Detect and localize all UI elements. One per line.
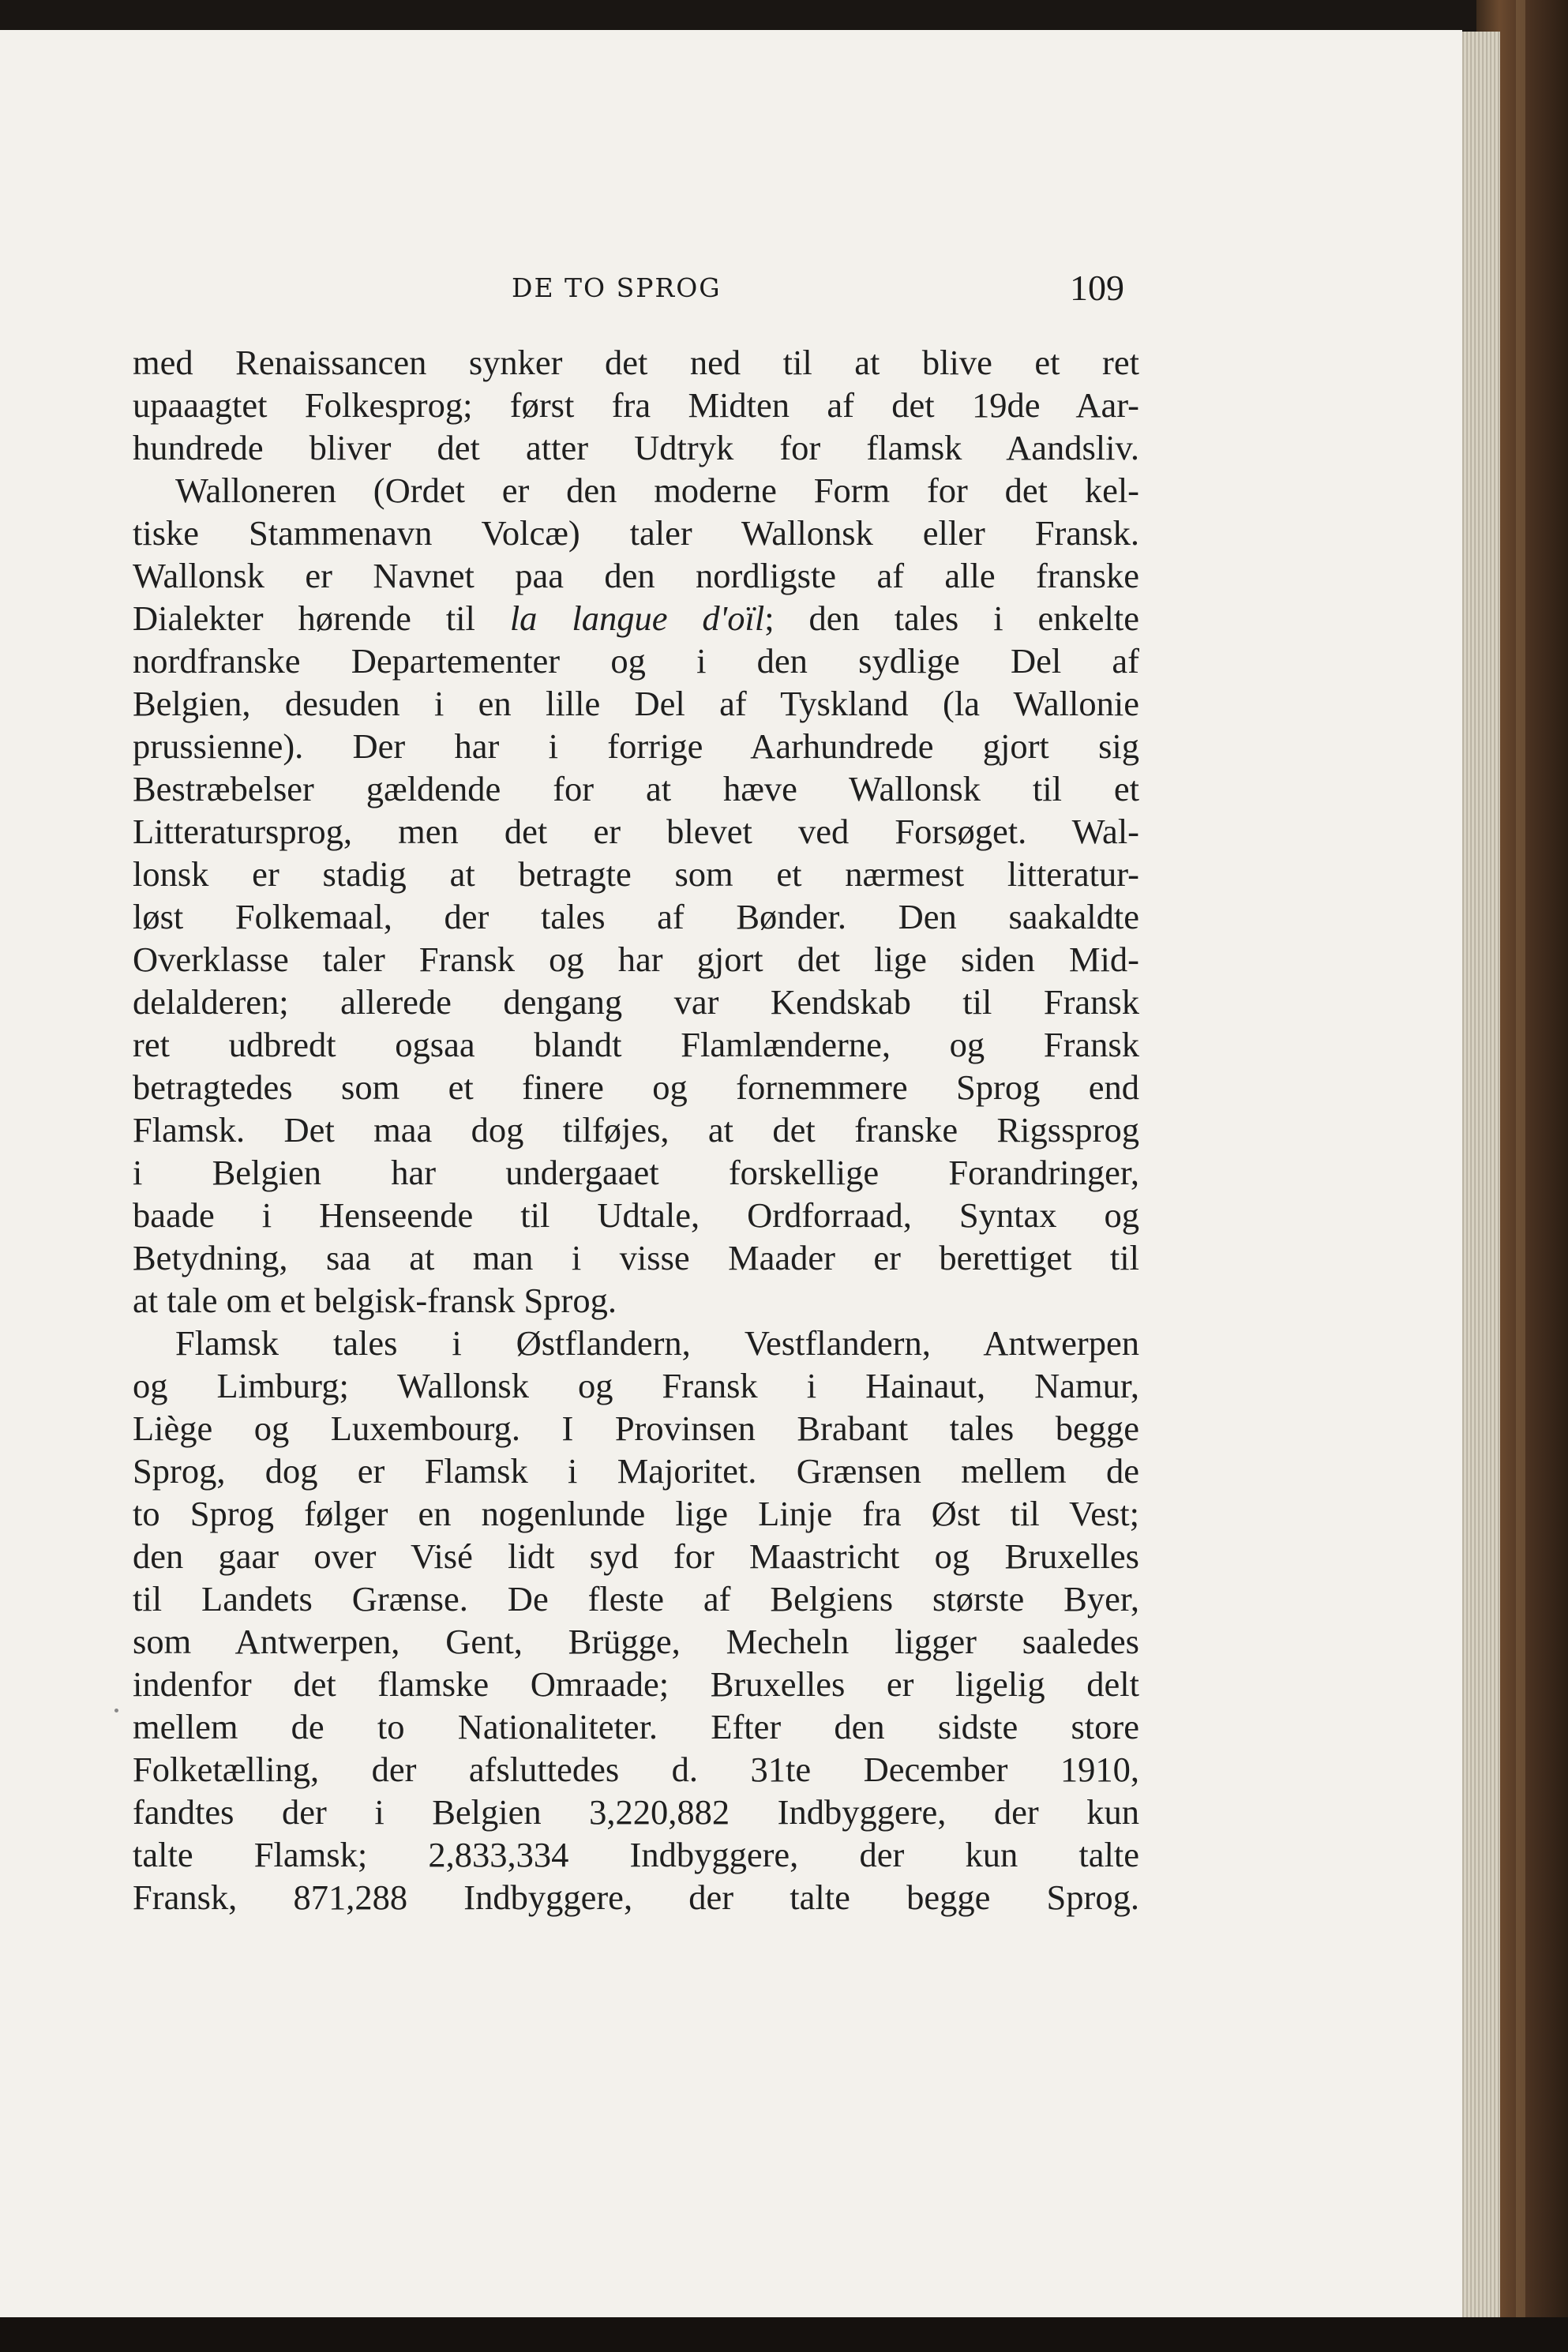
text-line-start: Dialekter hørende til (133, 598, 475, 638)
text-line: som Antwerpen, Gent, Brügge, Mecheln ligger saaledes (133, 1622, 1139, 1661)
text-line: Liège og Luxembourg. I Provinsen Brabant tales begge (133, 1409, 1139, 1448)
text-line: løst Folkemaal, der tales af Bønder. Den saakaldte (133, 897, 1139, 936)
text-line: upaaagtet Folkesprog; først fra Midten af det 19de Aar- (133, 385, 1139, 425)
text-line: betragtedes som et finere og fornemmere Sprog end (133, 1067, 1139, 1107)
text-line: Overklasse taler Fransk og har gjort det lige siden Mid- (133, 940, 1139, 979)
scan-bottom-shadow (0, 2317, 1568, 2352)
text-line: Flamsk tales i Østflandern, Vestflandern, Antwerpen (175, 1323, 1139, 1363)
text-line: med Renaissancen synker det ned til at blive et ret (133, 343, 1139, 382)
text-line: delalderen; allerede dengang var Kendskab til Fransk (133, 982, 1139, 1022)
text-line: til Landets Grænse. De fleste af Belgiens største Byer, (133, 1579, 1139, 1619)
text-line: Walloneren (Ordet er den moderne Form for det kel- (175, 471, 1139, 510)
text-line: lonsk er stadig at betragte som et nærmest litteratur- (133, 854, 1139, 894)
spine-binding-stripe (1516, 0, 1525, 2352)
text-line: fandtes der i Belgien 3,220,882 Indbyggere, der kun (133, 1792, 1139, 1832)
text-line: prussienne). Der har i forrige Aarhundrede gjort sig (133, 726, 1139, 766)
text-line: hundrede bliver det atter Udtryk for flamsk Aandsliv. (133, 428, 1139, 467)
text-line: Flamsk. Det maa dog tilføjes, at det franske Rigssprog (133, 1110, 1139, 1150)
text-line-mixed (133, 597, 1139, 640)
running-head: DE TO SPROG (512, 272, 722, 303)
text-line: to Sprog følger en nogenlunde lige Linje fra Øst til Vest; (133, 1494, 1139, 1533)
text-line: den gaar over Visé lidt syd for Maastricht og Bruxelles (133, 1536, 1139, 1576)
text-line: baade i Henseende til Udtale, Ordforraad, Syntax og (133, 1195, 1139, 1235)
text-line: ret udbredt ogsaa blandt Flamlænderne, og Fransk (133, 1025, 1139, 1064)
text-line: mellem de to Nationaliteter. Efter den sidste store (133, 1707, 1139, 1746)
text-line: Folketælling, der afsluttedes d. 31te December 1910, (133, 1750, 1139, 1789)
text-line: og Limburg; Wallonsk og Fransk i Hainaut, Namur, (133, 1366, 1139, 1405)
text-line: Litteratursprog, men det er blevet ved Forsøget. Wal- (133, 812, 1139, 851)
text-line: Sprog, dog er Flamsk i Majoritet. Grænsen mellem de (133, 1451, 1139, 1491)
text-line: Bestræbelser gældende for at hæve Wallonsk til et (133, 769, 1139, 808)
text-line: i Belgien har undergaaet forskellige Forandringer, (133, 1153, 1139, 1192)
text-line: Betydning, saa at man i visse Maader er berettiget til (133, 1238, 1139, 1277)
text-line: at tale om et belgisk-fransk Sprog. (133, 1281, 617, 1320)
margin-mark (114, 1709, 118, 1712)
text-line: nordfranske Departementer og i den sydlige Del af (133, 641, 1139, 681)
text-line: indenfor det flamske Omraade; Bruxelles er ligelig delt (133, 1664, 1139, 1704)
text-line: Wallonsk er Navnet paa den nordligste af alle franske (133, 556, 1139, 595)
text-line: Fransk, 871,288 Indbyggere, der talte begge Sprog. (133, 1877, 1139, 1917)
text-line: tiske Stammenavn Volcæ) taler Wallonsk eller Fransk. (133, 513, 1139, 553)
body-text (133, 341, 1139, 1919)
italic-phrase: la langue d'oïl (509, 598, 765, 638)
text-line: Belgien, desuden i en lille Del af Tyskland (la Wallonie (133, 684, 1139, 723)
text-line: talte Flamsk; 2,833,334 Indbyggere, der kun talte (133, 1835, 1139, 1874)
page-number: 109 (1070, 268, 1124, 308)
text-line-end: ; den tales i enkelte (764, 598, 1139, 638)
